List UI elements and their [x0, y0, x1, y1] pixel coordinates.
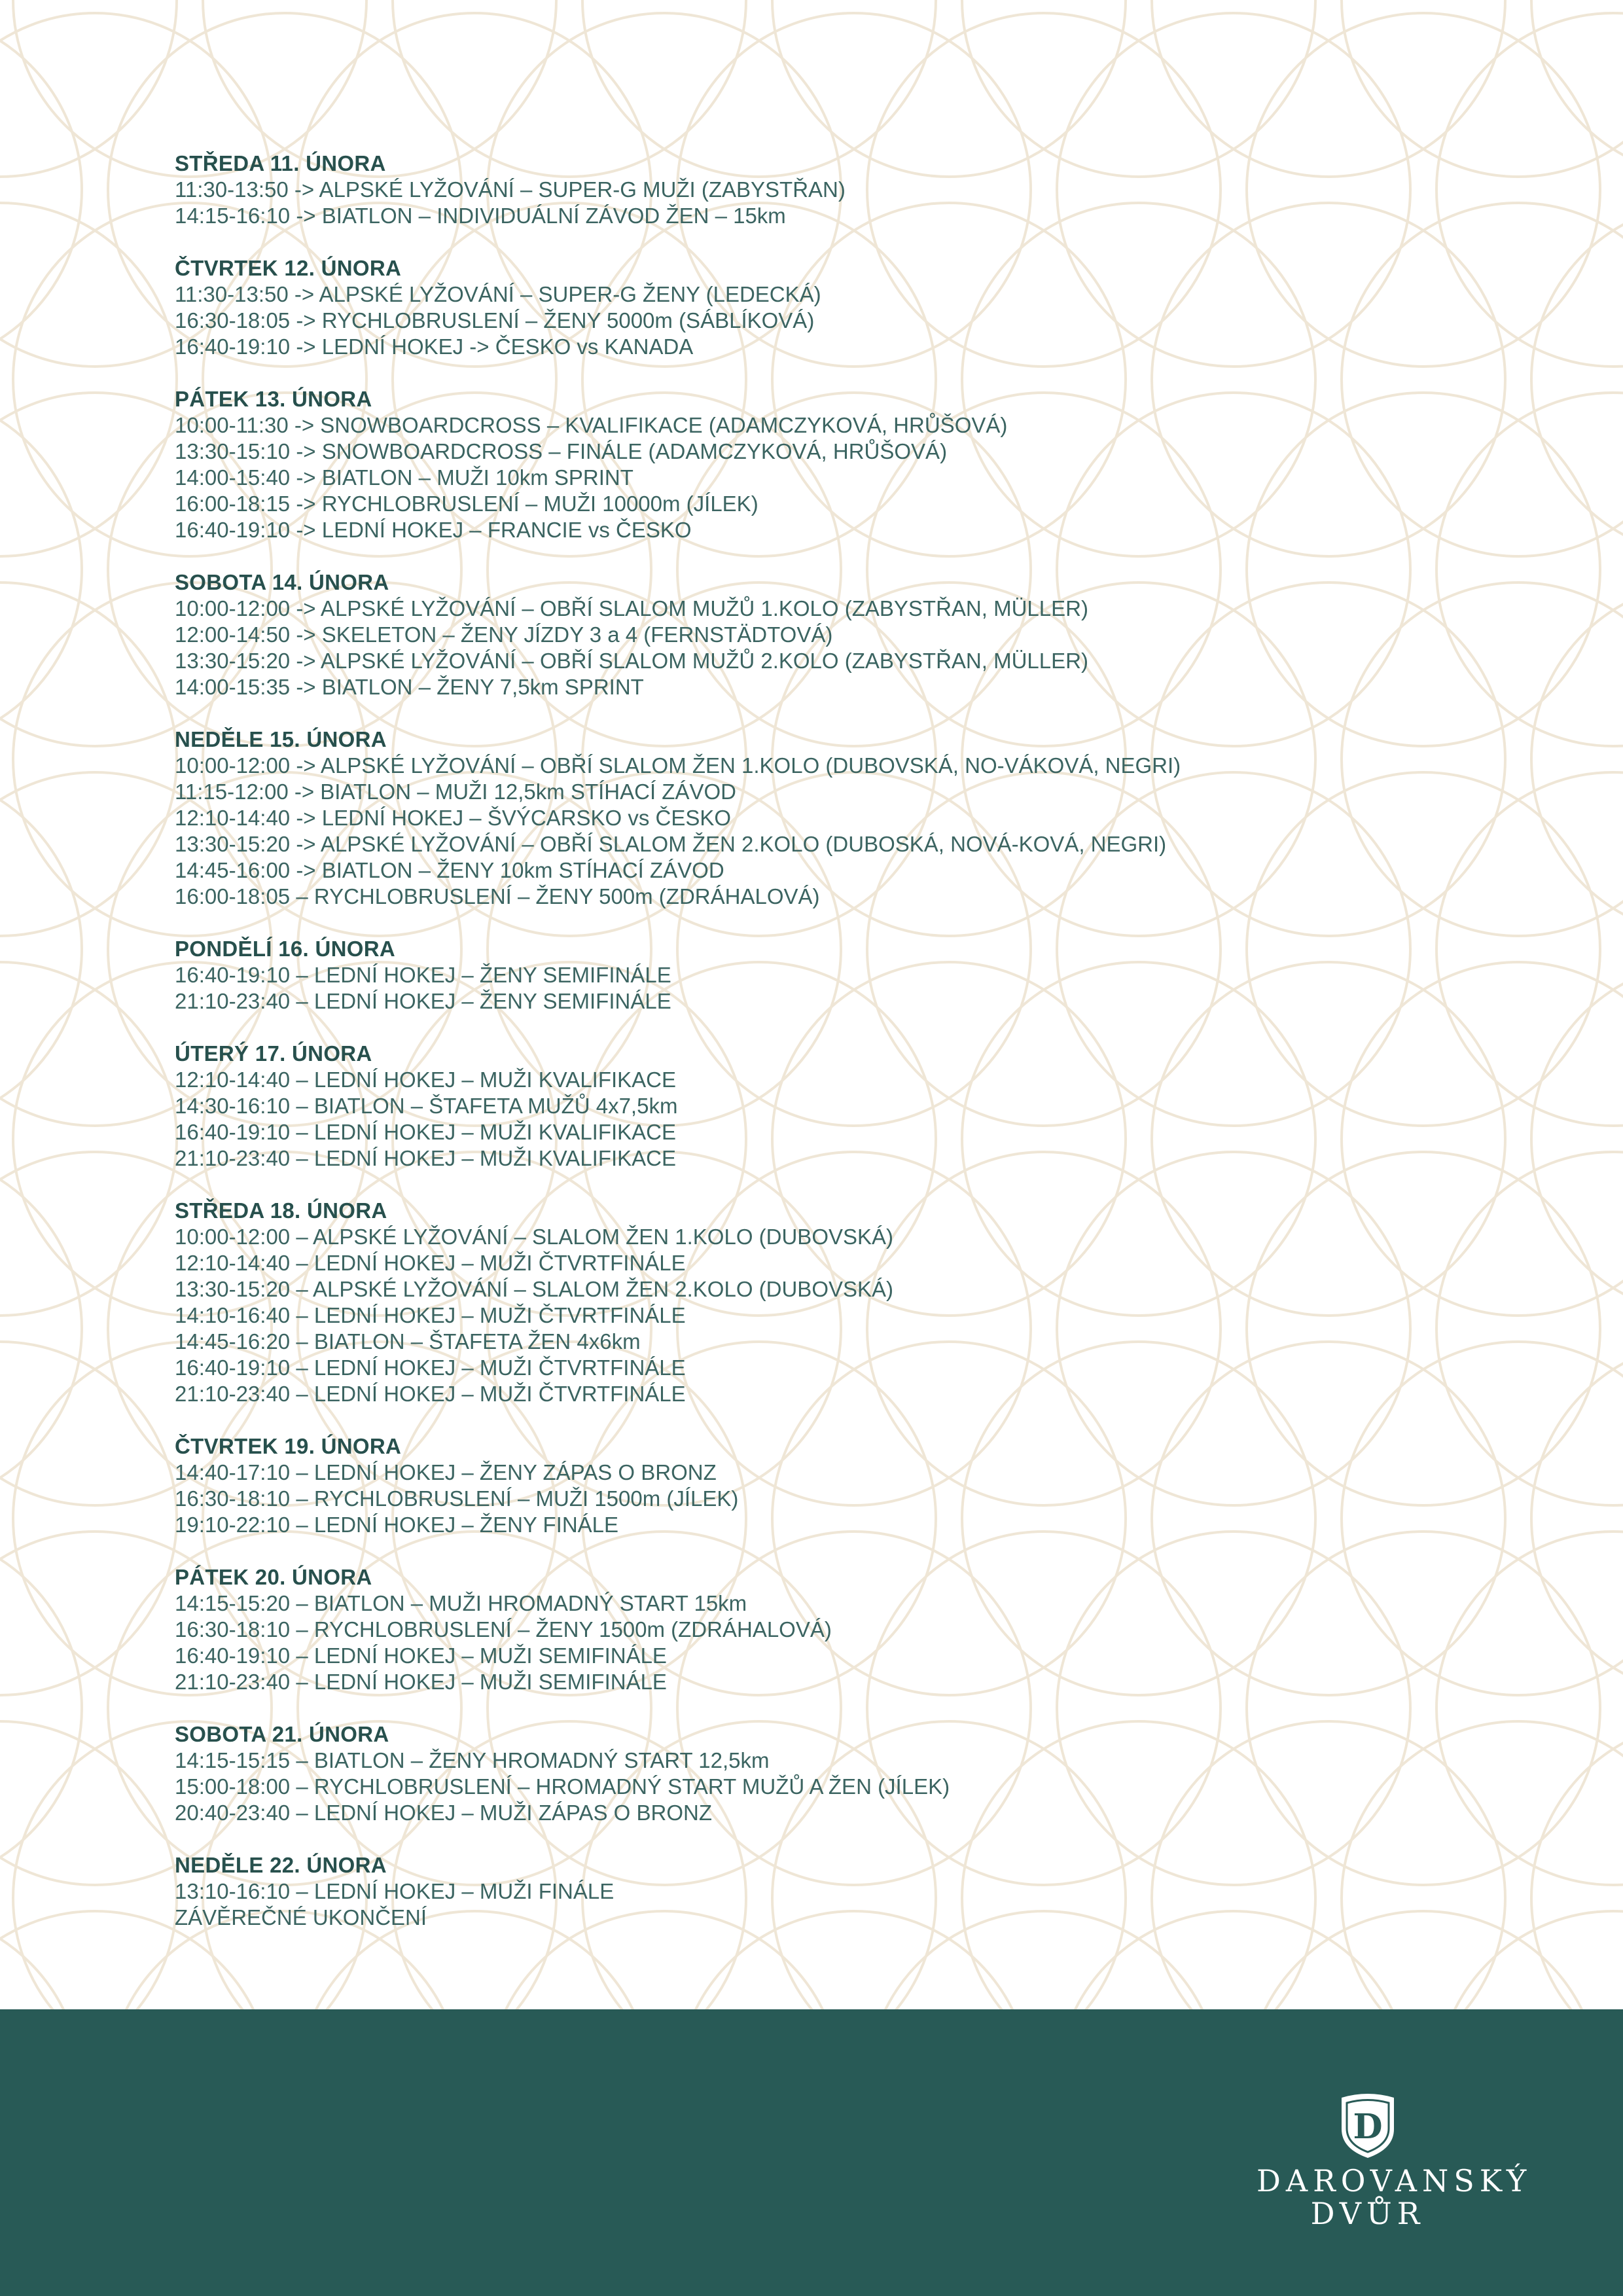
event-line: 14:30-16:10 – BIATLON – ŠTAFETA MUŽŮ 4x7,5km — [175, 1094, 678, 1118]
schedule-list — [175, 151, 1484, 1957]
event-line: 10:00-12:00 – ALPSKÉ LYŽOVÁNÍ – SLALOM ŽEN 1.KOLO (DUBOVSKÁ) — [175, 1225, 894, 1249]
day-block — [175, 151, 1484, 229]
event-line: 13:30-15:20 – ALPSKÉ LYŽOVÁNÍ – SLALOM ŽEN 2.KOLO (DUBOVSKÁ) — [175, 1277, 894, 1301]
day-title: STŘEDA 11. ÚNORA — [175, 151, 386, 175]
day-block — [175, 386, 1484, 543]
pattern-circle — [0, 13, 82, 367]
pattern-circle — [0, 962, 177, 1316]
event-line: 16:40-19:10 -> LEDNÍ HOKEJ -> ČESKO vs KANADA — [175, 334, 694, 359]
event-line: 14:45-16:20 – BIATLON – ŠTAFETA ŽEN 4x6km — [175, 1329, 641, 1354]
event-line: 14:40-17:10 – LEDNÍ HOKEJ – ŽENY ZÁPAS O BRONZ — [175, 1460, 717, 1484]
event-line: 16:00-18:15 -> RYCHLOBRUSLENÍ – MUŽI 10000m (JÍLEK) — [175, 492, 758, 516]
event-line: 16:30-18:10 – RYCHLOBRUSLENÍ – ŽENY 1500m (ZDRÁHALOVÁ) — [175, 1617, 832, 1641]
day-title: NEDĚLE 22. ÚNORA — [175, 1853, 387, 1877]
day-title: ÚTERÝ 17. ÚNORA — [175, 1041, 372, 1066]
event-line: 16:30-18:05 -> RYCHLOBRUSLENÍ – ŽENY 5000m (SÁBLÍKOVÁ) — [175, 308, 815, 332]
day-block — [175, 1564, 1484, 1695]
day-block — [175, 1721, 1484, 1826]
day-title: STŘEDA 18. ÚNORA — [175, 1198, 387, 1223]
event-line: 16:00-18:05 – RYCHLOBRUSLENÍ – ŽENY 500m (ZDRÁHALOVÁ) — [175, 884, 820, 908]
brand-logo — [1257, 2091, 1532, 2231]
event-line: 21:10-23:40 – LEDNÍ HOKEJ – ŽENY SEMIFINÁLE — [175, 989, 671, 1013]
day-block — [175, 726, 1484, 910]
event-line: 13:30-15:10 -> SNOWBOARDCROSS – FINÁLE (ADAMCZYKOVÁ, HRŮŠOVÁ) — [175, 439, 948, 463]
event-line: 16:40-19:10 – LEDNÍ HOKEJ – MUŽI ČTVRTFINÁLE — [175, 1355, 686, 1380]
day-title: PÁTEK 20. ÚNORA — [175, 1565, 372, 1589]
event-line: 16:40-19:10 – LEDNÍ HOKEJ – MUŽI SEMIFINÁLE — [175, 1643, 667, 1668]
event-line: 14:00-15:35 -> BIATLON – ŽENY 7,5km SPRINT — [175, 675, 644, 699]
pattern-circle — [1531, 1721, 1623, 2009]
event-line: 12:10-14:40 – LEDNÍ HOKEJ – MUŽI KVALIFIKACE — [175, 1067, 677, 1092]
event-line: 16:30-18:10 – RYCHLOBRUSLENÍ – MUŽI 1500m (JÍLEK) — [175, 1486, 739, 1511]
event-line: 13:30-15:20 -> ALPSKÉ LYŽOVÁNÍ – OBŘÍ SLALOM ŽEN 2.KOLO (DUBOSKÁ, NOVÁ-KOVÁ, NEGRI) — [175, 832, 1167, 856]
event-line: 11:30-13:50 -> ALPSKÉ LYŽOVÁNÍ – SUPER-G ŽENY (LEDECKÁ) — [175, 282, 821, 306]
pattern-circle — [1531, 1342, 1623, 1695]
event-line: 13:10-16:10 – LEDNÍ HOKEJ – MUŽI FINÁLE — [175, 1879, 615, 1903]
event-line: 14:00-15:40 -> BIATLON – MUŽI 10km SPRINT — [175, 465, 633, 490]
event-line: 14:10-16:40 – LEDNÍ HOKEJ – MUŽI ČTVRTFINÁLE — [175, 1303, 686, 1327]
event-line: 10:00-12:00 -> ALPSKÉ LYŽOVÁNÍ – OBŘÍ SLALOM ŽEN 1.KOLO (DUBOVSKÁ, NO-VÁKOVÁ, NEGRI) — [175, 753, 1181, 778]
event-line: 20:40-23:40 – LEDNÍ HOKEJ – MUŽI ZÁPAS O BRONZ — [175, 1801, 712, 1825]
day-block — [175, 1433, 1484, 1538]
day-title: ČTVRTEK 19. ÚNORA — [175, 1434, 402, 1458]
event-line: 14:15-15:15 – BIATLON – ŽENY HROMADNÝ START 12,5km — [175, 1748, 770, 1772]
pattern-circle — [1531, 203, 1623, 556]
day-block — [175, 1198, 1484, 1407]
day-title: NEDĚLE 15. ÚNORA — [175, 727, 387, 751]
pattern-circle — [0, 1532, 82, 1885]
day-title: PONDĚLÍ 16. ÚNORA — [175, 937, 395, 961]
event-line: 12:00-14:50 -> SKELETON – ŽENY JÍZDY 3 a 4 (FERNSTÄDTOVÁ) — [175, 622, 833, 647]
event-line: 16:40-19:10 – LEDNÍ HOKEJ – MUŽI KVALIFIKACE — [175, 1120, 677, 1144]
day-block — [175, 255, 1484, 360]
event-line: 11:15-12:00 -> BIATLON – MUŽI 12,5km STÍHACÍ ZÁVOD — [175, 780, 736, 804]
event-line: 16:40-19:10 -> LEDNÍ HOKEJ – FRANCIE vs ČESKO — [175, 518, 692, 542]
day-block — [175, 1041, 1484, 1172]
day-block — [175, 1852, 1484, 1931]
pattern-circle — [1531, 583, 1623, 936]
event-line: ZÁVĚREČNÉ UKONČENÍ — [175, 1905, 427, 1929]
event-line: 14:45-16:00 -> BIATLON – ŽENY 10km STÍHACÍ ZÁVOD — [175, 858, 724, 882]
day-title: ČTVRTEK 12. ÚNORA — [175, 256, 402, 280]
pattern-circle — [0, 393, 82, 746]
event-line: 14:15-16:10 -> BIATLON – INDIVIDUÁLNÍ ZÁVOD ŽEN – 15km — [175, 204, 786, 228]
day-block — [175, 936, 1484, 1014]
day-title: SOBOTA 21. ÚNORA — [175, 1722, 389, 1746]
event-line: 13:30-15:20 -> ALPSKÉ LYŽOVÁNÍ – OBŘÍ SLALOM MUŽŮ 2.KOLO (ZABYSTŘAN, MÜLLER) — [175, 649, 1088, 673]
logo-monogram: D — [1353, 2107, 1383, 2147]
pattern-circle — [0, 203, 177, 556]
brand-name-line2: DVŮR — [1310, 2196, 1425, 2231]
event-line: 10:00-12:00 -> ALPSKÉ LYŽOVÁNÍ – OBŘÍ SLALOM MUŽŮ 1.KOLO (ZABYSTŘAN, MÜLLER) — [175, 596, 1088, 620]
event-line: 19:10-22:10 – LEDNÍ HOKEJ – ŽENY FINÁLE — [175, 1513, 619, 1537]
brand-name-line1: DAROVANSKÝ — [1257, 2163, 1532, 2198]
event-line: 21:10-23:40 – LEDNÍ HOKEJ – MUŽI SEMIFINÁLE — [175, 1670, 667, 1694]
event-line: 15:00-18:00 – RYCHLOBRUSLENÍ – HROMADNÝ START MUŽŮ A ŽEN (JÍLEK) — [175, 1774, 950, 1799]
event-line: 14:15-15:20 – BIATLON – MUŽI HROMADNÝ START 15km — [175, 1591, 747, 1615]
pattern-circle — [1531, 962, 1623, 1316]
event-line: 11:30-13:50 -> ALPSKÉ LYŽOVÁNÍ – SUPER-G MUŽI (ZABYSTŘAN) — [175, 177, 846, 202]
pattern-circle — [0, 583, 177, 936]
pattern-circle — [0, 1342, 177, 1695]
event-line: 21:10-23:40 – LEDNÍ HOKEJ – MUŽI KVALIFIKACE — [175, 1146, 677, 1170]
pattern-circle — [0, 1152, 82, 1505]
day-title: PÁTEK 13. ÚNORA — [175, 387, 372, 411]
event-line: 12:10-14:40 – LEDNÍ HOKEJ – MUŽI ČTVRTFINÁLE — [175, 1251, 686, 1275]
event-line: 16:40-19:10 – LEDNÍ HOKEJ – ŽENY SEMIFINÁLE — [175, 963, 671, 987]
event-line: 21:10-23:40 – LEDNÍ HOKEJ – MUŽI ČTVRTFINÁLE — [175, 1382, 686, 1406]
day-title: SOBOTA 14. ÚNORA — [175, 570, 389, 594]
shield-crest-icon — [1336, 2091, 1399, 2159]
pattern-circle — [0, 772, 82, 1126]
event-line: 12:10-14:40 -> LEDNÍ HOKEJ – ŠVÝCARSKO vs ČESKO — [175, 806, 732, 830]
day-block — [175, 569, 1484, 700]
event-line: 10:00-11:30 -> SNOWBOARDCROSS – KVALIFIKACE (ADAMCZYKOVÁ, HRŮŠOVÁ) — [175, 413, 1008, 437]
